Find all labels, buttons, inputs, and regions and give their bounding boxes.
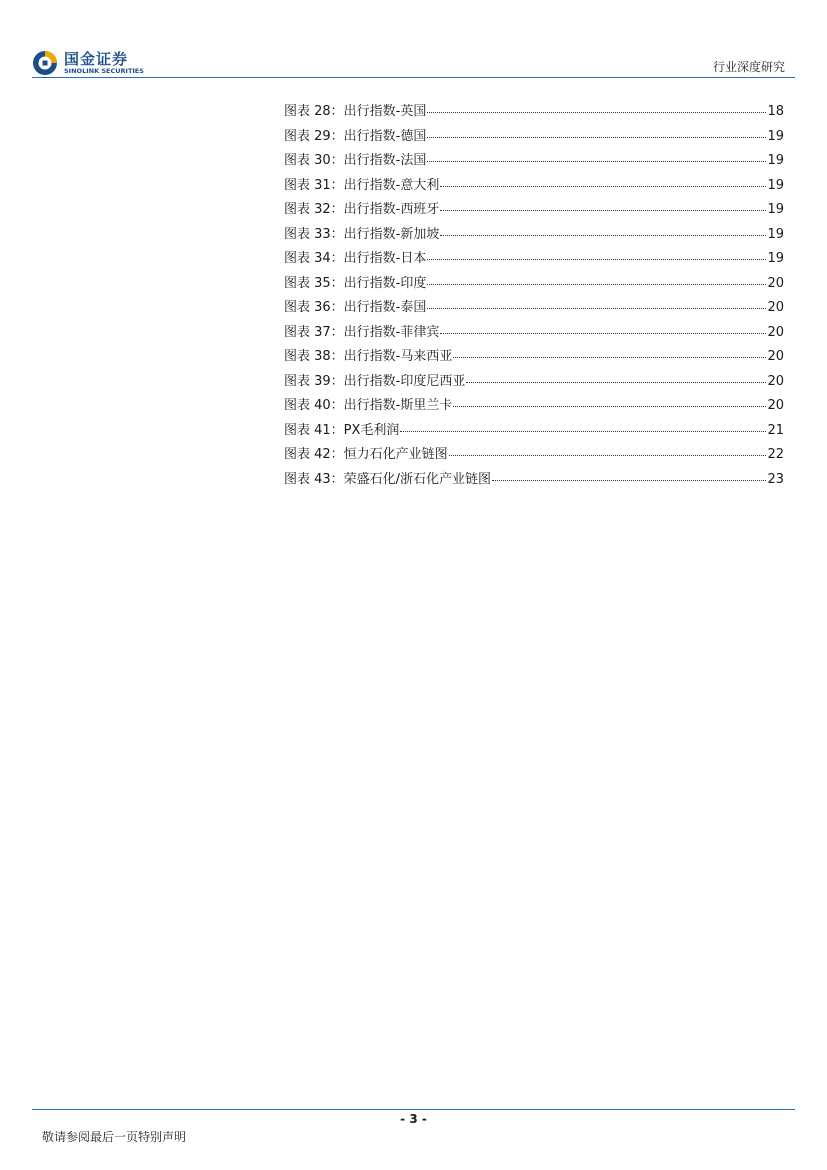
toc-entry-page: 19 (767, 202, 784, 217)
toc-entry-label: 图表 33：出行指数-新加坡 (284, 226, 440, 242)
page-header (32, 44, 795, 80)
logo-chinese-name: 国金证券 (64, 50, 129, 68)
toc-dot-leader (492, 480, 766, 481)
header-divider (32, 77, 795, 78)
toc-dot-leader (449, 455, 767, 456)
toc-entry-label: 图表 30：出行指数-法国 (284, 153, 427, 168)
toc-entry[interactable] (284, 345, 784, 370)
toc-entry-label: 图表 43：荣盛石化/浙石化产业链图 (284, 471, 492, 487)
report-type: 行业深度研究 (712, 60, 785, 74)
toc-entry-label: 图表 29：出行指数-德国 (284, 128, 427, 144)
logo-english-name: SINOLINK SECURITIES (64, 67, 144, 75)
sinolink-logo-icon (32, 50, 58, 76)
toc-entry-label: 图表 39：出行指数-印度尼西亚 (284, 373, 466, 389)
toc-entry-page: 20 (767, 398, 784, 413)
toc-entry-label: 图表 28：出行指数-英国 (284, 104, 427, 119)
toc-entry-page: 20 (767, 373, 784, 389)
toc-dot-leader (427, 308, 766, 309)
toc-dot-leader (400, 431, 766, 432)
toc-entry[interactable] (284, 149, 784, 174)
toc-dot-leader (427, 112, 766, 113)
toc-entry[interactable] (284, 125, 784, 150)
toc-entry[interactable] (284, 419, 784, 444)
table-of-figures (284, 100, 784, 492)
toc-entry[interactable] (284, 247, 784, 272)
toc-entry[interactable] (284, 174, 784, 199)
toc-entry-page: 21 (767, 422, 784, 438)
toc-dot-leader (440, 333, 766, 334)
page-number: - 3 - (400, 1112, 427, 1126)
toc-dot-leader (427, 137, 766, 138)
toc-dot-leader (427, 284, 766, 285)
toc-dot-leader (427, 161, 766, 162)
footer-divider (32, 1109, 795, 1110)
toc-entry[interactable] (284, 272, 784, 297)
disclaimer-text: 敬请参阅最后一页特别声明 (42, 1130, 187, 1144)
toc-dot-leader (440, 235, 766, 236)
toc-entry-page: 22 (767, 447, 784, 462)
toc-entry-page: 23 (767, 471, 784, 487)
toc-entry-label: 图表 37：出行指数-菲律宾 (284, 324, 440, 340)
toc-entry-page: 20 (767, 300, 784, 315)
toc-entry-page: 19 (767, 128, 784, 144)
toc-entry-page: 19 (767, 177, 784, 193)
toc-entry-label: 图表 38：出行指数-马来西亚 (284, 349, 453, 364)
toc-entry[interactable] (284, 296, 784, 321)
toc-entry-label: 图表 36：出行指数-泰国 (284, 300, 427, 315)
toc-entry[interactable] (284, 198, 784, 223)
toc-entry[interactable] (284, 223, 784, 248)
toc-dot-leader (466, 382, 766, 383)
toc-dot-leader (453, 406, 766, 407)
toc-entry[interactable] (284, 394, 784, 419)
toc-entry-label: 图表 35：出行指数-印度 (284, 275, 427, 291)
toc-entry[interactable] (284, 100, 784, 125)
toc-dot-leader (440, 210, 766, 211)
toc-entry[interactable] (284, 443, 784, 468)
toc-entry-page: 19 (767, 251, 784, 266)
toc-entry-page: 19 (767, 153, 784, 168)
toc-dot-leader (427, 259, 766, 260)
toc-dot-leader (440, 186, 766, 187)
toc-entry-page: 18 (767, 104, 784, 119)
toc-entry-page: 20 (767, 275, 784, 291)
toc-entry-label: 图表 34：出行指数-日本 (284, 251, 427, 266)
toc-entry[interactable] (284, 468, 784, 493)
company-logo (32, 48, 172, 78)
toc-entry-page: 20 (767, 324, 784, 340)
toc-entry-label: 图表 41：PX毛利润 (284, 422, 400, 438)
toc-entry-label: 图表 40：出行指数-斯里兰卡 (284, 398, 453, 413)
toc-entry-label: 图表 42：恒力石化产业链图 (284, 447, 448, 462)
toc-entry[interactable] (284, 370, 784, 395)
toc-entry-page: 20 (767, 349, 784, 364)
toc-entry-page: 19 (767, 226, 784, 242)
toc-entry-label: 图表 32：出行指数-西班牙 (284, 202, 440, 217)
toc-entry-label: 图表 31：出行指数-意大利 (284, 177, 440, 193)
toc-dot-leader (453, 357, 766, 358)
toc-entry[interactable] (284, 321, 784, 346)
